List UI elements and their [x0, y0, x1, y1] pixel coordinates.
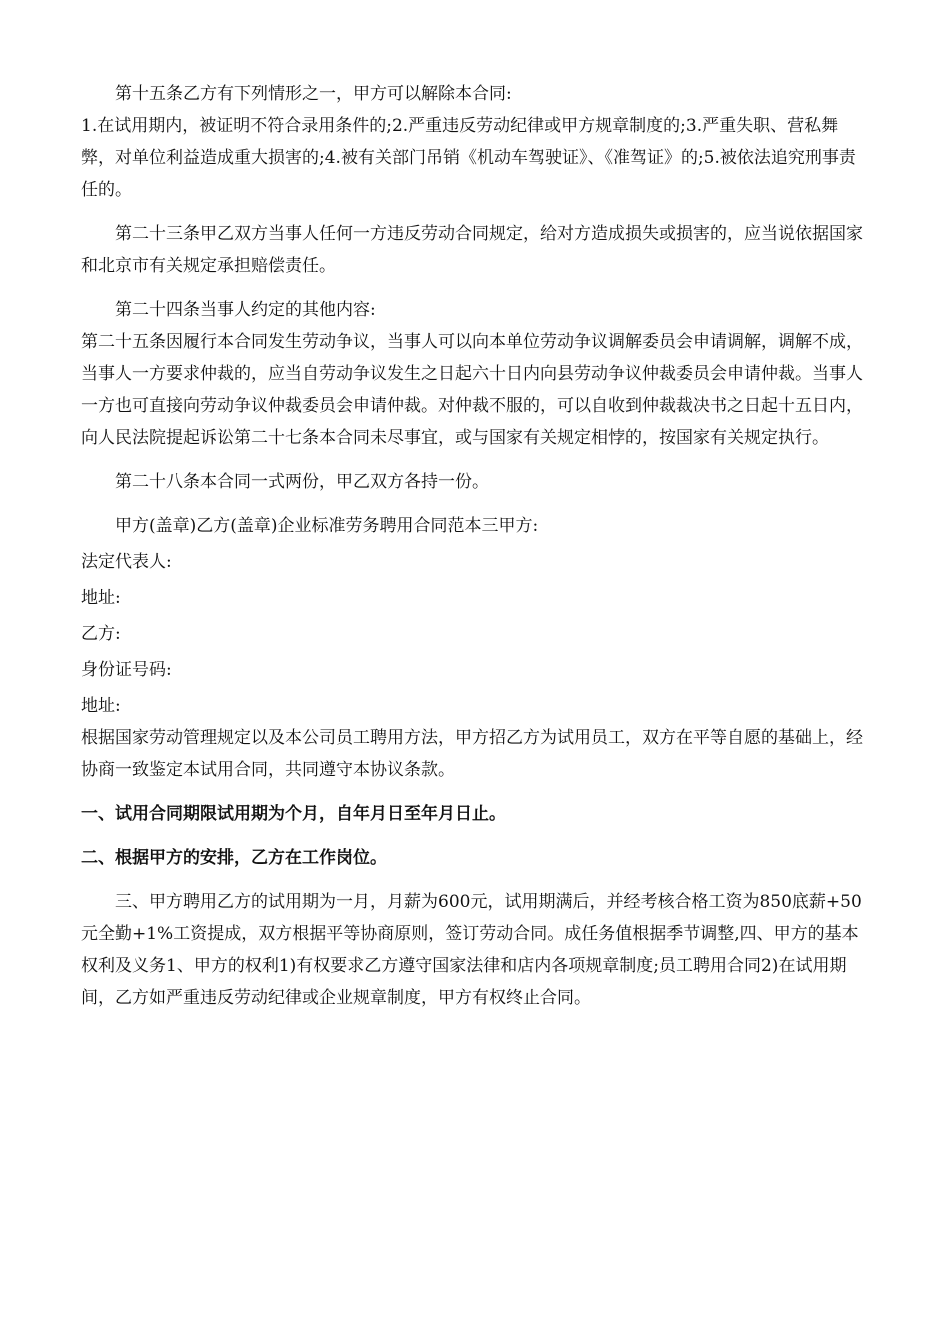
clause-23: 第二十三条甲乙双方当事人任何一方违反劳动合同规定，给对方造成损失或损害的，应当说依据国家和北京市有关规定承担赔偿责任。 — [81, 224, 863, 276]
clause-28: 第二十八条本合同一式两份，甲乙双方各持一份。 — [115, 472, 489, 492]
section-1-heading: 一、试用合同期限试用期为个月，自年月日至年月日止。 — [81, 804, 506, 824]
clause-24: 第二十四条当事人约定的其他内容: — [115, 300, 376, 320]
clause-25: 第二十五条因履行本合同发生劳动争议，当事人可以向本单位劳动争议调解委员会申请调解，调解不成，当事人一方要求仲裁的，应当自劳动争议发生之日起六十日内向县劳动争议仲裁委员会申请仲裁。当事人一方也可直接向劳动争议仲裁委员会申请仲裁。对仲裁不服的，可以自收到仲裁裁决书之日起十五日内，向人民法院提起诉讼第二十七条本合同未尽事宜，或与国家有关规定相悖的，按国家有关规定执行。 — [81, 332, 863, 448]
section-3-body: 三、甲方聘用乙方的试用期为一月，月薪为600元，试用期满后，并经考核合格工资为850底薪+50元全勤+1%工资提成，双方根据平等协商原则，签订劳动合同。成任务值根据季节调整,四、甲方的基本权利及义务1、甲方的权利1)有权要求乙方遵守国家法律和店内各项规章制度;员工聘用合同2)在试用期间，乙方如严重违反劳动纪律或企业规章制度，甲方有权终止合同。 — [81, 892, 862, 1008]
id-number-field: 身份证号码: — [81, 660, 172, 680]
clause-15-items: 1.在试用期内，被证明不符合录用条件的;2.严重违反劳动纪律或甲方规章制度的;3.严重失职、营私舞弊，对单位利益造成重大损害的;4.被有关部门吊销《机动车驾驶证》、《准驾证》的;5.被依法追究刑事责任的。 — [81, 116, 856, 200]
signature-line: 甲方(盖章)乙方(盖章)企业标准劳务聘用合同范本三甲方: — [115, 516, 539, 536]
clause-15-heading: 第十五条乙方有下列情形之一，甲方可以解除本合同: — [115, 84, 512, 104]
document-page — [81, 78, 871, 1014]
party-a-address-field: 地址: — [81, 588, 121, 608]
section-2-heading: 二、根据甲方的安排，乙方在工作岗位。 — [81, 848, 387, 868]
preamble: 根据国家劳动管理规定以及本公司员工聘用方法，甲方招乙方为试用员工，双方在平等自愿的基础上，经协商一致鉴定本试用合同，共同遵守本协议条款。 — [81, 728, 863, 780]
legal-rep-field: 法定代表人: — [81, 552, 172, 572]
party-b-address-field: 地址: — [81, 696, 121, 716]
party-b-field: 乙方: — [81, 624, 121, 644]
